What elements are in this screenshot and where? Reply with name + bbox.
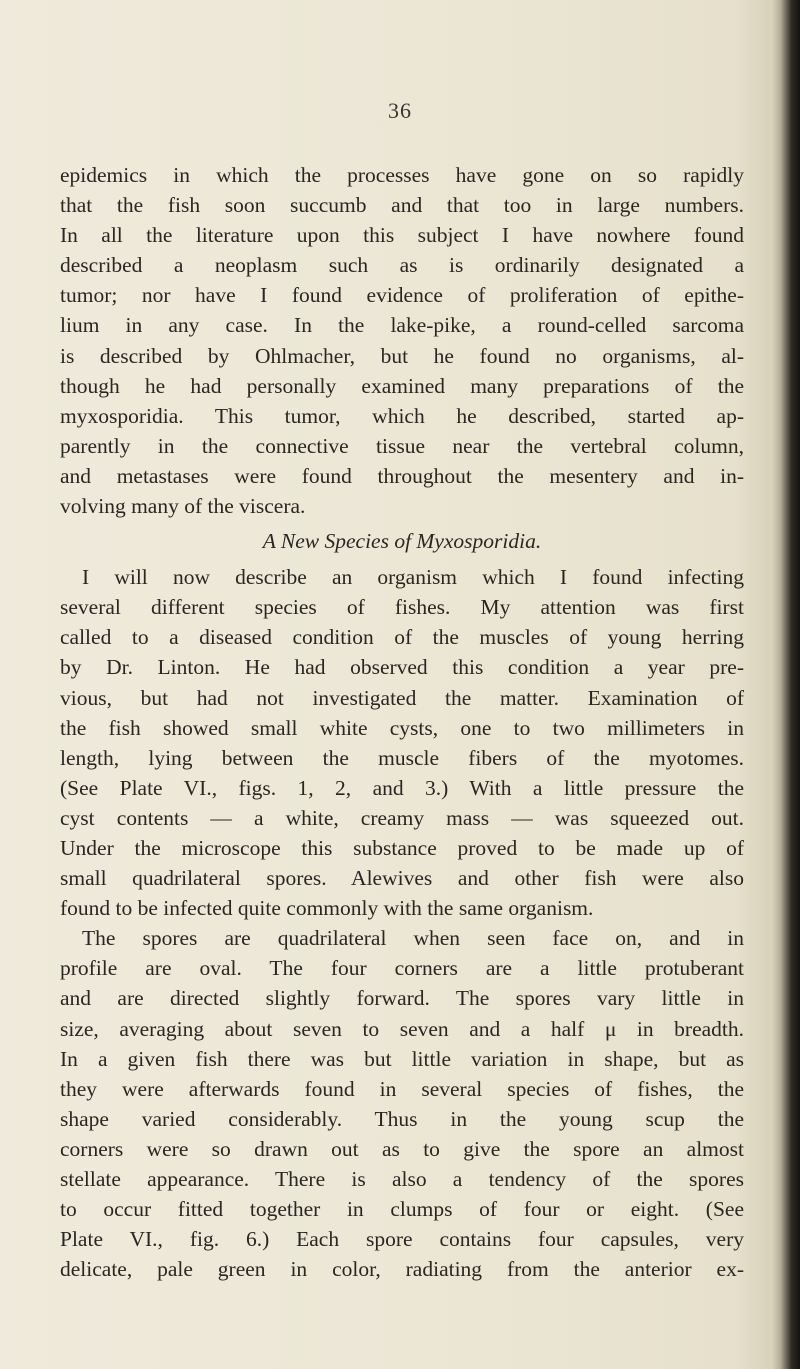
page-binding-edge — [772, 0, 800, 1369]
text-line: In a given fish there was but little variation in shape, but as — [60, 1046, 744, 1071]
text-line: (See Plate VI., figs. 1, 2, and 3.) With a little pressure the — [60, 775, 744, 800]
text-line: and are directed slightly forward. The spores vary little in — [60, 986, 744, 1011]
text-line: Under the microscope this substance proved to be made up of — [60, 835, 744, 860]
text-line: and metastases were found throughout the mesentery and in- — [60, 463, 744, 488]
text-line: In all the literature upon this subject I have nowhere found — [60, 223, 744, 248]
text-line: tumor; nor have I found evidence of proliferation of epithe- — [60, 283, 744, 308]
text-line: epidemics in which the processes have gone on so rapidly — [60, 163, 744, 187]
text-line: profile are oval. The four corners are a little protuberant — [60, 956, 744, 981]
text-line: corners were so drawn out as to give the spore an almost — [60, 1136, 744, 1161]
text-line: called to a diseased condition of the muscles of young herring — [60, 625, 744, 650]
text-line: size, averaging about seven to seven and a half μ in breadth. — [60, 1016, 744, 1041]
text-line: Plate VI., fig. 6.) Each spore contains four capsules, very — [60, 1227, 744, 1252]
text-line: several different species of fishes. My attention was first — [60, 595, 744, 620]
text-line: lium in any case. In the lake-pike, a round-celled sarcoma — [60, 313, 744, 338]
body-text — [60, 160, 744, 1284]
text-line: cyst contents — a white, creamy mass — was squeezed out. — [60, 805, 744, 830]
text-line: described a neoplasm such as is ordinarily designated a — [60, 253, 744, 278]
text-line: I will now describe an organism which I found infecting — [82, 565, 744, 590]
text-line: delicate, pale green in color, radiating from the anterior ex- — [60, 1257, 744, 1282]
text-line: length, lying between the muscle fibers of the myotomes. — [60, 745, 744, 770]
text-line: parently in the connective tissue near the vertebral column, — [60, 433, 744, 458]
text-line: that the fish soon succumb and that too in large numbers. — [60, 193, 744, 218]
text-line: shape varied considerably. Thus in the young scup the — [60, 1106, 744, 1131]
text-line: is described by Ohlmacher, but he found no organisms, al- — [60, 343, 744, 368]
text-line: found to be infected quite commonly with the same organism. — [60, 896, 594, 921]
text-line: The spores are quadrilateral when seen face on, and in — [82, 926, 744, 951]
page-number: 36 — [388, 98, 412, 123]
paragraph-1 — [60, 160, 744, 521]
text-line: by Dr. Linton. He had observed this condition a year pre- — [60, 655, 744, 680]
text-line: to occur fitted together in clumps of four or eight. (See — [60, 1197, 744, 1222]
section-heading: A New Species of Myxosporidia. — [262, 529, 542, 554]
text-line: small quadrilateral spores. Alewives and other fish were also — [60, 866, 744, 891]
text-line: the fish showed small white cysts, one to two millimeters in — [60, 715, 744, 740]
text-line: stellate appearance. There is also a tendency of the spores — [60, 1167, 744, 1191]
text-line: volving many of the viscera. — [60, 494, 306, 519]
text-line: myxosporidia. This tumor, which he described, started ap- — [60, 403, 744, 428]
text-line: though he had personally examined many preparations of the — [60, 373, 744, 398]
paragraph-2 — [60, 562, 744, 923]
text-line: vious, but had not investigated the matter. Examination of — [60, 685, 744, 710]
paragraph-3 — [60, 923, 744, 1284]
text-line: they were afterwards found in several species of fishes, the — [60, 1076, 744, 1101]
